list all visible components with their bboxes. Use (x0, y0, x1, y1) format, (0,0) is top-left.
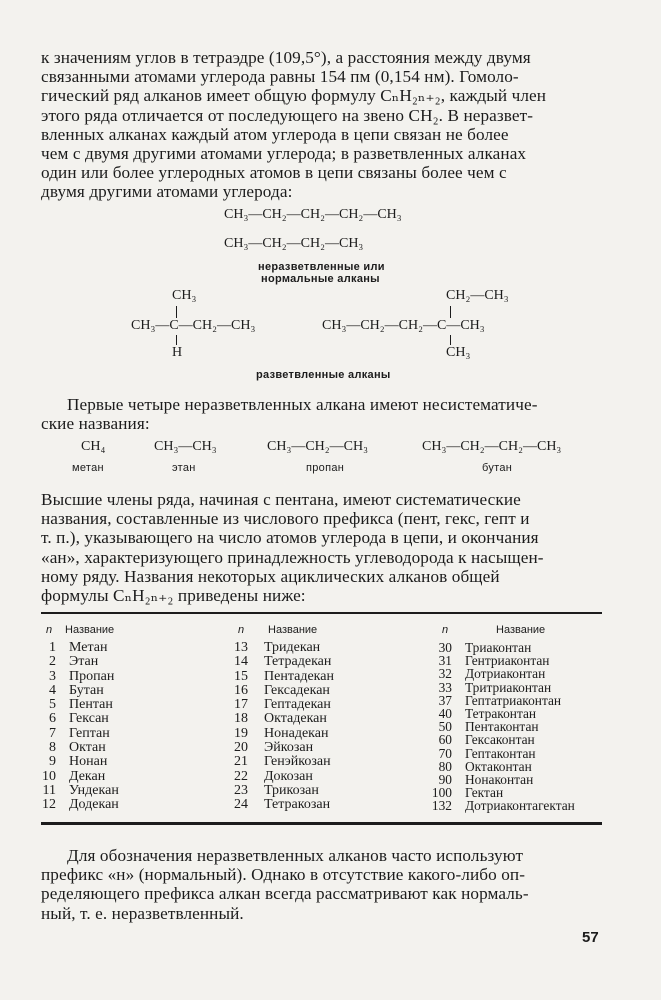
table-cell-n: 100 (431, 785, 452, 801)
text-line: этого ряда отличается от последующего на звено CH₂. В неразвет- (41, 105, 534, 125)
ethane-name: этан (172, 462, 196, 474)
table-cell-n: 18 (234, 711, 248, 727)
table-col2-names (264, 641, 334, 813)
ethane-formula: CH₃—CH₃ (154, 439, 217, 454)
text-line: ному ряду. Названия некоторых ациклических алканов общей (41, 566, 500, 586)
table-cell-n: 32 (438, 666, 452, 682)
table-header-n: n (442, 624, 449, 636)
table-cell-name: Нонадекан (264, 725, 329, 741)
table-cell-n: 30 (438, 640, 452, 655)
text-line: Высшие члены ряда, начиная с пентана, имеют систематические (41, 490, 521, 509)
table-cell-name: Гептатриаконтан (465, 692, 562, 708)
table-cell-n: 7 (49, 725, 56, 741)
text-line: двумя другими атомами углерода: (41, 182, 293, 202)
table-cell-name: Тетрадекан (264, 654, 332, 670)
table-cell-name: Метан (69, 640, 108, 655)
table-cell-name: Тетраконтан (465, 706, 537, 722)
table-cell-n: 50 (438, 719, 452, 735)
table-top-rule (41, 612, 602, 614)
paragraph-systematic-names (41, 490, 602, 605)
table-cell-n: 1 (49, 640, 56, 655)
table-cell-n: 21 (234, 754, 248, 770)
table-cell-name: Пентан (69, 697, 113, 713)
table-cell-n: 11 (42, 782, 56, 798)
bond-line (176, 335, 177, 345)
bond-line (176, 306, 177, 318)
table-cell-name: Гептадекан (264, 697, 331, 713)
table-cell-name: Тетракозан (264, 797, 331, 813)
table-cell-n: 37 (438, 692, 452, 708)
iso-bottom-group: H (172, 345, 183, 360)
text-line: «ан», характеризующего принадлежность углеводорода к насыщен- (41, 547, 544, 567)
text-line: Первые четыре неразветвленных алкана имеют несистематиче- (67, 395, 538, 414)
text-line: т. п.), указывающего на число атомов углерода в цепи, и окончания (41, 528, 539, 548)
table-cell-name: Бутан (69, 682, 104, 698)
table-cell-n: 20 (234, 740, 248, 756)
table-cell-name: Гексан (69, 711, 109, 727)
table-cell-name: Пентадекан (264, 668, 334, 684)
table-cell-name: Додекан (69, 797, 119, 813)
table-header-name: Название (65, 624, 115, 636)
table-cell-n: 24 (234, 797, 248, 813)
table-cell-n: 33 (438, 679, 452, 695)
table-cell-n: 23 (234, 782, 248, 798)
bond-line (450, 306, 451, 318)
text-line: вленных алканах каждый атом углерода в цепи связан не более (41, 124, 509, 144)
caption-unbranched-line1: неразветвленные или (258, 261, 385, 273)
table-cell-name: Нонан (69, 754, 108, 770)
table-col2-numbers (226, 641, 248, 813)
table-cell-name: Гексадекан (264, 682, 330, 698)
butane-name: бутан (482, 462, 513, 474)
table-cell-name: Трикозан (264, 782, 319, 798)
table-col3-names (465, 641, 575, 813)
table-cell-name: Триаконтан (465, 640, 532, 655)
intro-paragraph (41, 48, 602, 202)
table-header-n: n (238, 624, 245, 636)
table-cell-n: 14 (234, 654, 248, 670)
text-line: один или более углеродных атомов в цепи связаны более чем с (41, 163, 507, 183)
bond-line (450, 335, 451, 345)
table-cell-name: Докозан (264, 768, 313, 784)
table-col1-numbers (34, 641, 56, 813)
table-bottom-rule (41, 822, 602, 825)
text-line: связанными атомами углерода равны 154 пм (0,154 нм). Гомоло- (41, 67, 519, 87)
table-cell-name: Гексаконтан (465, 732, 535, 748)
table-cell-n: 70 (438, 745, 452, 761)
table-cell-n: 3 (49, 668, 56, 684)
table-cell-name: Гектан (465, 785, 504, 801)
propane-formula: CH₃—CH₂—CH₃ (267, 439, 368, 454)
table-cell-name: Ундекан (69, 782, 119, 798)
table-header-n: n (46, 624, 53, 636)
table-cell-n: 10 (42, 768, 56, 784)
table-cell-name: Октаконтан (465, 758, 532, 774)
paragraph-trivial-names (41, 395, 602, 433)
branch-bottom-group: CH₃ (446, 345, 471, 360)
table-cell-n: 9 (49, 754, 56, 770)
table-cell-n: 2 (49, 654, 56, 670)
table-cell-name: Дотриаконтагектан (465, 798, 575, 814)
iso-main-chain: CH₃—C—CH₂—CH₃ (131, 318, 256, 333)
table-cell-name: Гептан (69, 725, 110, 741)
table-cell-n: 6 (49, 711, 56, 727)
paragraph-normal-prefix (41, 846, 602, 923)
text-line: чем с двумя другими атомами углерода; в разветвленных алканах (41, 144, 527, 164)
table-cell-name: Этан (69, 654, 99, 670)
text-line: названия, составленные из числового префикса (пент, гекс, гепт и (41, 509, 530, 529)
table-cell-n: 132 (431, 798, 452, 814)
table-cell-name: Нонаконтан (465, 772, 534, 788)
table-cell-name: Октан (69, 740, 106, 756)
methane-formula: CH₄ (81, 439, 106, 454)
text-line: гический ряд алканов имеет общую формулу CₙH₂ₙ₊₂, каждый член (41, 86, 547, 106)
table-cell-name: Октадекан (264, 711, 327, 727)
branch-top-group: CH₂—CH₃ (446, 288, 509, 303)
table-header-name: Название (496, 624, 546, 636)
table-cell-n: 60 (438, 732, 452, 748)
table-col3-numbers (418, 641, 452, 813)
table-cell-n: 4 (49, 682, 56, 698)
page-number: 57 (582, 929, 599, 946)
table-cell-name: Дотриаконтан (465, 666, 546, 682)
table-header-name: Название (268, 624, 318, 636)
table-cell-n: 13 (234, 640, 248, 655)
table-cell-n: 15 (234, 668, 248, 684)
text-line: ские названия: (41, 414, 150, 434)
table-cell-name: Эйкозан (264, 740, 314, 756)
table-cell-n: 40 (438, 706, 452, 722)
table-cell-name: Гентриаконтан (465, 653, 550, 669)
text-line: ный, т. е. неразветвленный. (41, 903, 244, 923)
branch-main-chain: CH₃—CH₂—CH₂—C—CH₃ (322, 318, 485, 333)
table-cell-name: Пропан (69, 668, 115, 684)
table-cell-name: Пентаконтан (465, 719, 539, 735)
table-cell-name: Тритриаконтан (465, 679, 552, 695)
table-cell-name: Гептаконтан (465, 745, 536, 761)
table-cell-n: 80 (438, 758, 452, 774)
table-cell-name: Генэйкозан (264, 754, 331, 770)
butane-chain-formula: CH₃—CH₂—CH₂—CH₃ (224, 236, 364, 251)
table-cell-n: 31 (438, 653, 452, 669)
table-cell-name: Декан (69, 768, 106, 784)
table-cell-n: 90 (438, 772, 452, 788)
table-cell-n: 19 (234, 725, 248, 741)
table-cell-n: 17 (234, 697, 248, 713)
table-col1-names (69, 641, 119, 813)
table-cell-n: 12 (42, 797, 56, 813)
caption-branched: разветвленные алканы (256, 369, 391, 381)
propane-name: пропан (306, 462, 345, 474)
iso-top-group: CH₃ (172, 288, 197, 303)
text-line: ределяющего префикса алкан всегда рассматривают как нормаль- (41, 884, 529, 904)
table-cell-name: Тридекан (264, 640, 321, 655)
text-line: Для обозначения неразветвленных алканов часто используют (67, 846, 524, 865)
text-line: префикс «н» (нормальный). Однако в отсутствие какого-либо оп- (41, 865, 526, 885)
table-cell-n: 5 (49, 697, 56, 713)
text-line: формулы CₙH₂ₙ₊₂ приведены ниже: (41, 586, 306, 606)
methane-name: метан (72, 462, 104, 474)
table-cell-n: 22 (234, 768, 248, 784)
table-cell-n: 8 (49, 740, 56, 756)
caption-unbranched-line2: нормальные алканы (261, 273, 380, 285)
text-line: к значениям углов в тетраэдре (109,5°), а расстояния между двумя (41, 48, 531, 67)
table-cell-n: 16 (234, 682, 248, 698)
butane-formula: CH₃—CH₂—CH₂—CH₃ (422, 439, 562, 454)
pentane-formula: CH₃—CH₂—CH₂—CH₂—CH₃ (224, 207, 402, 222)
